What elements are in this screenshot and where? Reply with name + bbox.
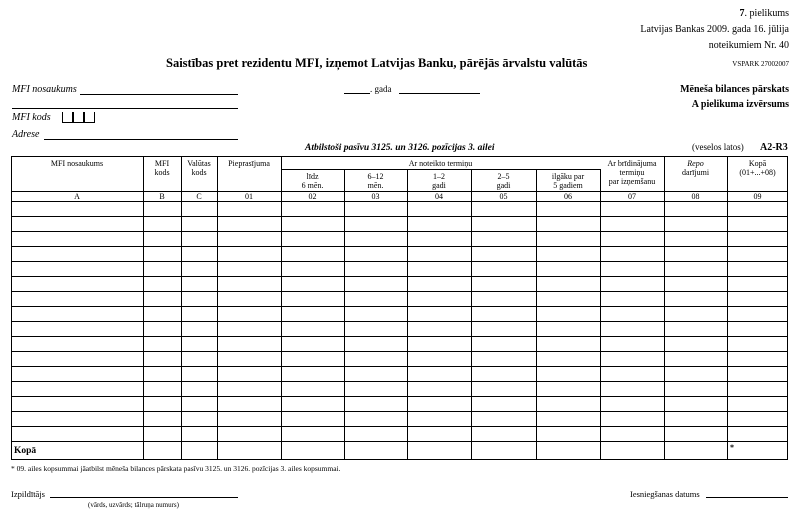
regulation-number: noteikumiem Nr. 40 <box>708 40 789 51</box>
header-over-5y: ilgāku par 5 gadiem <box>551 172 585 190</box>
month-field[interactable] <box>399 93 480 94</box>
mfi-code-label: MFI kods <box>12 112 51 123</box>
regulation-line: Latvijas Bankas 2009. gada 16. jūlija <box>640 24 789 35</box>
column-code: 05 <box>499 192 508 201</box>
executor-note: (vārds, uzvārds; tālruņa numurs) <box>88 501 179 509</box>
column-code: 04 <box>435 192 443 201</box>
table-row-divider <box>11 336 788 337</box>
column-code: 03 <box>371 192 380 201</box>
address-label: Adrese <box>12 129 40 140</box>
header-2-5y: 2–5 gadi <box>496 172 511 190</box>
column-code: A <box>74 192 80 201</box>
table-row-divider <box>11 306 788 307</box>
table-row-divider <box>11 276 788 277</box>
table-row-divider <box>11 351 788 352</box>
column-code: 02 <box>308 192 317 201</box>
header-fixed-term: Ar noteikto termiņu <box>408 159 473 168</box>
column-code: 08 <box>691 192 700 201</box>
header-repo: Repo darījumi <box>681 159 710 177</box>
header-mfi-code: MFI kods <box>154 159 170 177</box>
column-code: C <box>196 192 202 201</box>
header-currency-code: Valūtas kods <box>187 159 211 177</box>
column-code: 06 <box>564 192 572 201</box>
table-row-divider <box>11 246 788 247</box>
executor-field[interactable] <box>50 497 238 498</box>
year-suffix: . gada <box>370 84 392 94</box>
table-subtitle: Atbilstoši pasīvu 3125. un 3126. pozīcijas 3. ailei <box>305 143 495 153</box>
total-footnote-mark: * <box>730 443 734 452</box>
header-total: Kopā (01+...+08) <box>739 159 776 177</box>
submission-date-label: Iesniegšanas datums <box>630 489 700 499</box>
units-label: (veselos latos) <box>692 142 744 152</box>
table-row-divider <box>11 396 788 397</box>
report-appendix: A pielikuma izvērsums <box>691 99 789 110</box>
mfi-name-field-line2[interactable] <box>12 108 238 109</box>
column-code: 01 <box>245 192 253 201</box>
column-code: 07 <box>628 192 636 201</box>
header-notice: Ar brīdinājuma termiņu par izņemšanu <box>607 159 657 186</box>
header-up-to-6m: līdz 6 mēn. <box>301 172 324 190</box>
column-code: B <box>159 192 165 201</box>
table-row-divider <box>11 231 788 232</box>
table-row-divider <box>11 381 788 382</box>
header-6-12m: 6–12 mēn. <box>367 172 384 190</box>
table-row-divider <box>11 321 788 322</box>
appendix-number: 7. pielikums <box>739 8 789 19</box>
form-code: VSPARK 27002007 <box>732 60 789 68</box>
table-row-divider <box>11 291 788 292</box>
mfi-name-field[interactable] <box>80 94 238 95</box>
footnote: * 09. ailes kopsummai jāatbilst mēneša bilances pārskata pasīvu 3125. un 3126. pozīcijas 3. ailes kopsummai. <box>11 464 341 473</box>
form-id: A2-R3 <box>760 142 788 153</box>
year-field[interactable] <box>344 93 370 94</box>
header-mfi-name: MFI nosaukums <box>50 159 104 168</box>
header-1-2y: 1–2 gadi <box>432 172 446 190</box>
submission-date-field[interactable] <box>706 497 788 498</box>
report-type: Mēneša bilances pārskats <box>680 84 789 95</box>
total-row-label: Kopā <box>14 446 37 456</box>
table-row-divider <box>11 366 788 367</box>
mfi-name-label: MFI nosaukums <box>12 84 77 95</box>
page-title: Saistības pret rezidentu MFI, izņemot Latvijas Banku, pārējās ārvalstu valūtās <box>166 56 588 70</box>
address-field[interactable] <box>44 139 238 140</box>
header-demand: Pieprasījuma <box>228 159 270 168</box>
column-code: 09 <box>753 192 762 201</box>
mfi-code-box-3[interactable] <box>84 112 95 123</box>
table-row-divider <box>11 261 788 262</box>
mfi-code-box-1[interactable] <box>62 112 73 123</box>
table-row-divider <box>11 216 788 217</box>
table-row-divider <box>11 411 788 412</box>
executor-label: Izpildītājs <box>11 489 45 499</box>
mfi-code-box-2[interactable] <box>73 112 84 123</box>
table-row-divider <box>11 426 788 427</box>
